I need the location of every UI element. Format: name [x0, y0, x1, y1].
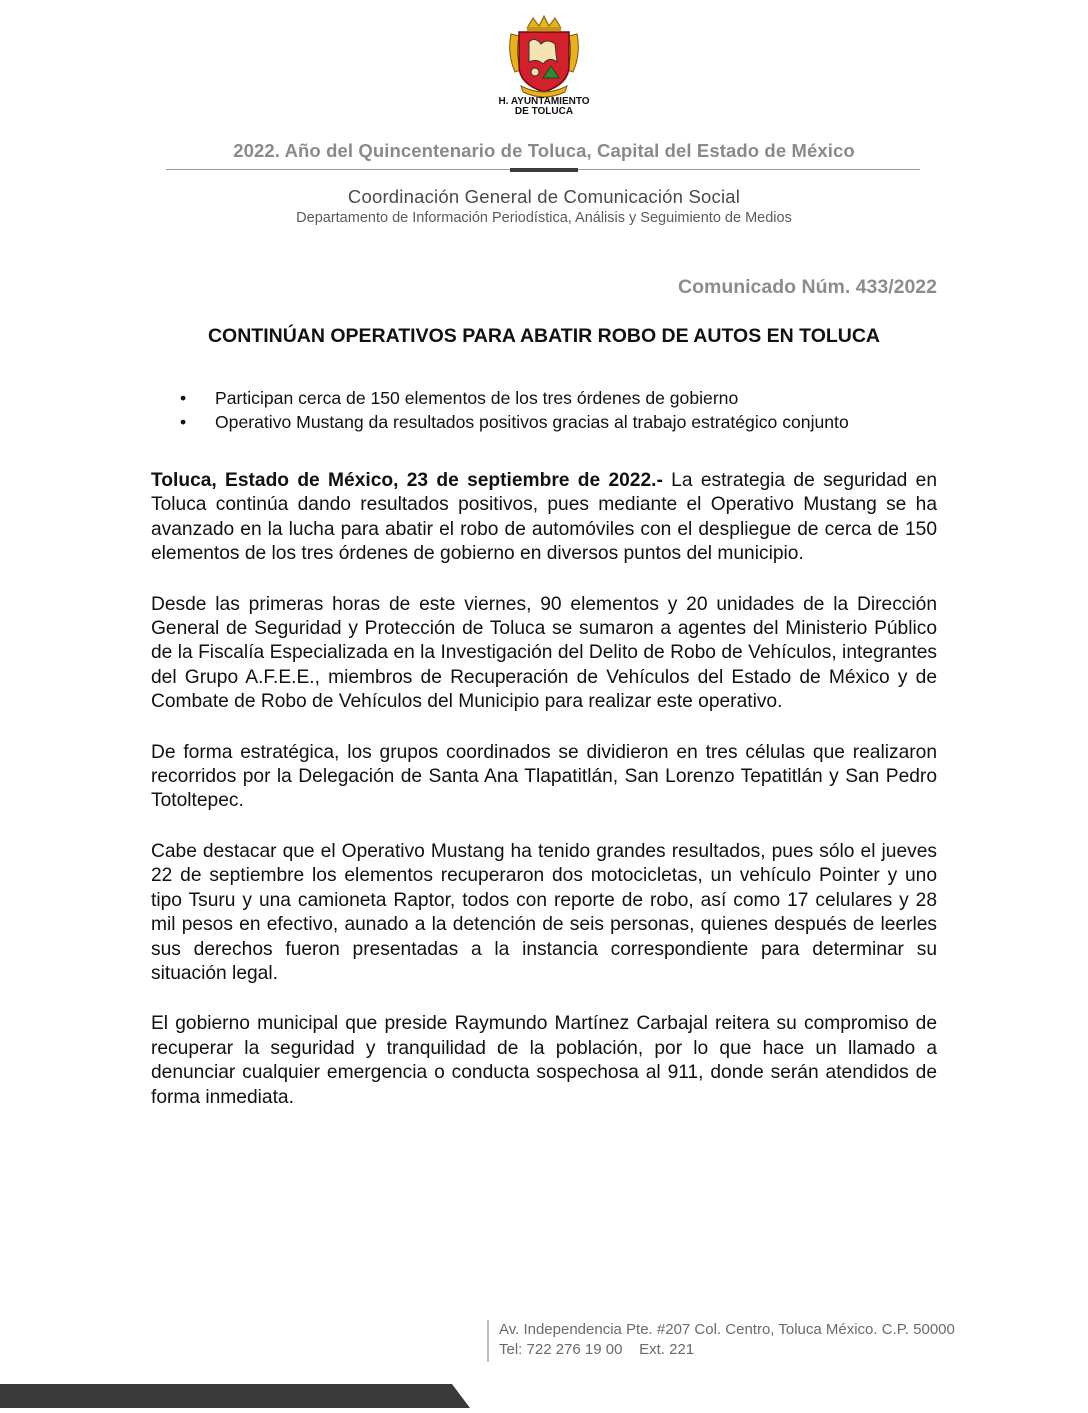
summary-bullet: [180, 386, 950, 410]
year-motto: 2022. Año del Quincentenario de Toluca, Capital del Estado de México: [233, 140, 855, 161]
paragraph-text: La estrategia de seguridad en Toluca continúa dando resultados positivos, pues mediante el Operativo Mustang se ha avanzado en la lucha para abatir el robo de automóviles con el despliegue de cerca de 150 elementos de los tres órdenes de gobierno en diversos puntos del municipio.: [151, 470, 937, 565]
release-number: Comunicado Núm. 433/2022: [677, 276, 937, 298]
toluca-coat-of-arms-logo: [505, 14, 583, 98]
department-title: Departamento de Información Periodística, Análisis y Seguimiento de Medios: [296, 210, 792, 226]
header-divider-accent: [510, 168, 578, 172]
body-paragraph: [151, 469, 937, 567]
organization-name: [470, 97, 618, 117]
body-paragraph: Cabe destacar que el Operativo Mustang ha tenido grandes resultados, pues sólo el jueves 22 de septiembre los elementos recuperaron dos motocicletas, un vehículo Pointer y uno tipo Tsuru y una camioneta Raptor, todos con reporte de robo, así como 17 celulares y 28 mil pesos en efectivo, aunado a la detención de seis personas, quienes después de leerles sus derechos fueron presentadas a la instancia correspondiente para determinar su situación legal.: [151, 840, 937, 984]
summary-bullet: [180, 410, 950, 434]
footer-phone: Tel: 722 276 19 00 Ext. 221: [499, 1341, 695, 1358]
summary-bullets: [180, 386, 950, 434]
body-paragraph: El gobierno municipal que preside Raymundo Martínez Carbajal reitera su compromiso de recuperar la seguridad y tranquilidad de la población, por lo que hace un llamado a denunciar cualquier emergencia o conducta sospechosa al 911, donde serán atendidos de forma inmediata.: [151, 1013, 937, 1108]
coordination-title: Coordinación General de Comunicación Social: [347, 186, 741, 207]
organization-name-line-2: DE TOLUCA: [514, 106, 574, 117]
dateline: Toluca, Estado de México, 23 de septiembre de 2022.-: [151, 470, 663, 491]
headline: CONTINÚAN OPERATIVOS PARA ABATIR ROBO DE AUTOS EN TOLUCA: [207, 325, 881, 347]
footer-band-shape: [0, 1384, 470, 1408]
bullet-icon: •: [180, 412, 187, 432]
footer-band: [0, 1384, 470, 1408]
article-body: [151, 469, 937, 1136]
organization-name-line-1: H. AYUNTAMIENTO: [498, 96, 590, 107]
body-paragraph: Desde las primeras horas de este viernes, 90 elementos y 20 unidades de la Dirección General de Seguridad y Protección de Toluca se sumaron a agentes del Ministerio Público de la Fiscalía Especializada en la Investigación del Delito de Robo de Vehículos, integrantes del Grupo A.F.E.E., miembros de Recuperación de Vehículos del Estado de México y de Combate de Robo de Vehículos del Municipio para realizar este operativo.: [151, 593, 937, 713]
footer-divider: [487, 1320, 489, 1362]
summary-bullet-text: Operativo Mustang da resultados positivos gracias al trabajo estratégico conjunto: [215, 412, 849, 432]
body-paragraph: De forma estratégica, los grupos coordinados se dividieron en tres células que realizaron recorridos por la Delegación de Santa Ana Tlapatitlán, San Lorenzo Tepatitlán y San Pedro Totoltepec.: [151, 741, 937, 812]
summary-bullet-text: Participan cerca de 150 elementos de los tres órdenes de gobierno: [215, 388, 739, 408]
coat-of-arms-icon: [505, 14, 583, 98]
footer-address: Av. Independencia Pte. #207 Col. Centro, Toluca México. C.P. 50000: [499, 1321, 955, 1338]
bullet-icon: •: [180, 388, 187, 408]
